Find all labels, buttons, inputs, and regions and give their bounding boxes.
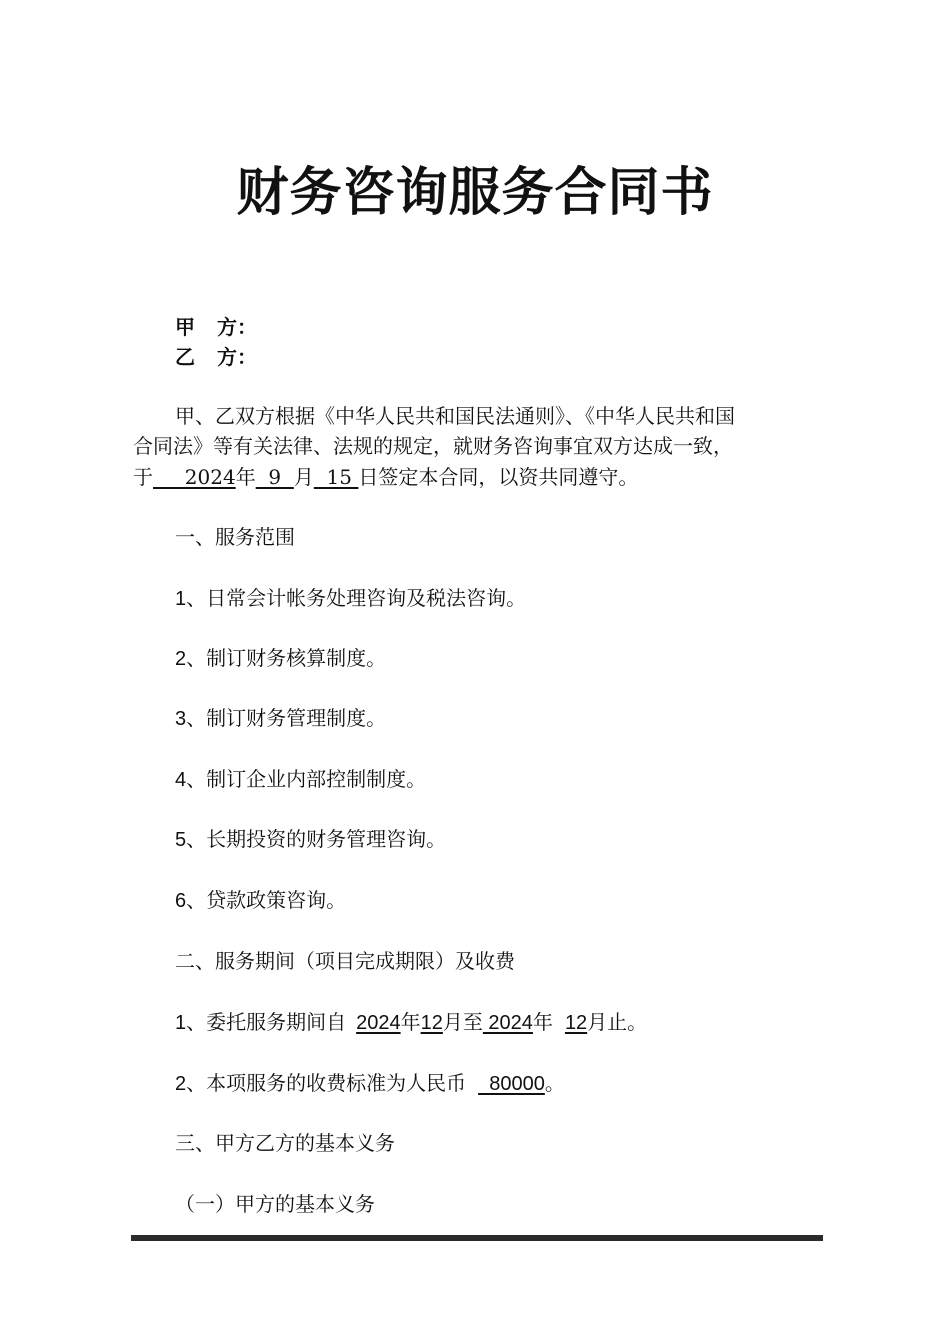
party-a-suffix: 方： [217, 315, 257, 339]
party-a-line [175, 312, 257, 342]
party-b-suffix: 方： [217, 345, 257, 369]
section-3-subheading: （一）甲方的基本义务 [175, 1192, 375, 1216]
fee-amount: 80000 [478, 1073, 545, 1095]
party-a-label: 甲 [175, 315, 195, 339]
year-unit: 年 [235, 465, 256, 489]
party-b-line [175, 342, 257, 372]
list-item: 4、制订企业内部控制制度。 [175, 767, 427, 791]
party-b-label: 乙 [175, 345, 195, 369]
list-item: 5、长期投资的财务管理咨询。 [175, 827, 447, 851]
intro-line-2: 合同法》等有关法律、法规的规定，就财务咨询事宜双方达成一致， [133, 434, 733, 458]
document-title: 财务咨询服务合同书 [236, 163, 714, 223]
list-item: 6、贷款政策咨询。 [175, 888, 347, 912]
intro-suffix: 日签定本合同，以资共同遵守。 [358, 465, 639, 489]
signing-day: 15 [313, 465, 359, 489]
intro-line-3 [133, 462, 638, 492]
end-month: 12 [564, 1012, 588, 1034]
list-item: 1、日常会计帐务处理咨询及税法咨询。 [175, 586, 527, 610]
month-unit: 月 [293, 465, 314, 489]
start-year: 2024 [356, 1012, 401, 1034]
intro-prefix: 于 [133, 465, 153, 489]
section-1-heading: 一、服务范围 [175, 525, 295, 549]
page-divider [131, 1235, 823, 1241]
intro-line-1: 甲、乙双方根据《中华人民共和国民法通则》、《中华人民共和国 [175, 404, 735, 428]
fee-line: 2、本项服务的收费标准为人民币 80000。 [175, 1071, 565, 1095]
signing-year: 2024 [153, 465, 236, 489]
start-month: 12 [420, 1012, 443, 1034]
section-3-heading: 三、甲方乙方的基本义务 [175, 1131, 395, 1155]
section-2-heading: 二、服务期间（项目完成期限）及收费 [175, 949, 515, 973]
service-period-line: 1、委托服务期间自 2024年12月至 2024年 12月止。 [175, 1010, 648, 1034]
signing-month: 9 [255, 465, 294, 489]
list-item: 2、制订财务核算制度。 [175, 646, 387, 670]
end-year: 2024 [482, 1012, 533, 1034]
list-item: 3、制订财务管理制度。 [175, 706, 387, 730]
